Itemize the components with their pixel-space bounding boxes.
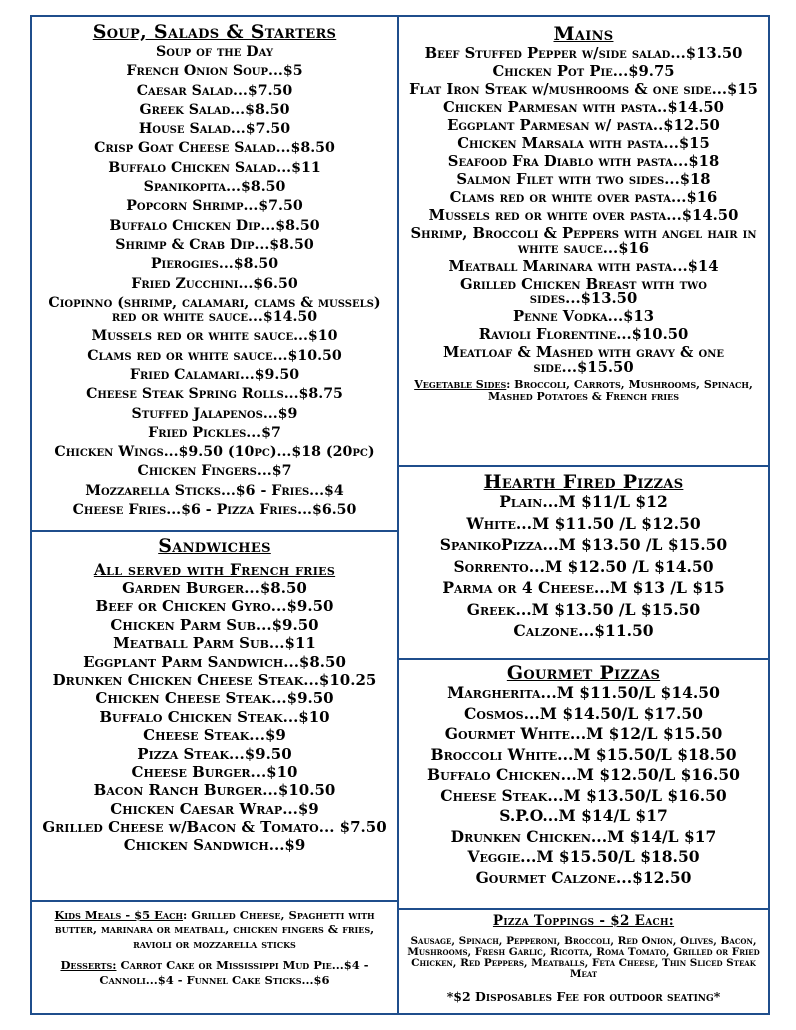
hearth-pizza-item: Calzone...$11.50	[513, 621, 654, 640]
starter-item: Fried Zucchini...$6.50	[131, 275, 298, 292]
kids-meals	[40, 908, 389, 951]
sandwich-item: Chicken Caesar Wrap...$9	[110, 799, 319, 818]
starter-item: Shrimp & Crab Dip...$8.50	[115, 236, 314, 253]
gourmet-pizza-item: Gourmet White...M $12/L $15.50	[444, 724, 723, 743]
sandwich-item: Meatball Parm Sub...$11	[113, 634, 316, 653]
gourmet-pizza-item: Veggie...M $15.50/L $18.50	[467, 847, 700, 866]
hearth-pizzas-section	[397, 465, 770, 660]
hearth-pizza-item: Sorrento...M $12.50 /L $14.50	[453, 556, 714, 576]
toppings-list: Sausage, Spinach, Pepperoni, Broccoli, Red Onion, Olives, Bacon, Mushrooms, Fresh Garlic, Ricotta, Roma Tomato, Grilled or Fried Chicken, Red Peppers, Meatballs, Feta Cheese, Thin Sliced Steak Meat	[407, 935, 760, 981]
sandwich-item: Garden Burger...$8.50	[122, 579, 307, 597]
main-item: Beef Stuffed Pepper w/side salad...$13.50	[424, 45, 743, 62]
starters-section	[30, 15, 399, 532]
starter-item: Chicken Fingers...$7	[137, 463, 292, 480]
disposables-fee: *$2 Disposables Fee for outdoor seating*	[446, 989, 721, 1005]
sandwich-item: Beef or Chicken Gyro...$9.50	[95, 597, 334, 616]
vegetable-sides-label: Vegetable Sides	[414, 378, 507, 392]
gourmet-pizza-item: Cosmos...M $14.50/L $17.50	[464, 703, 703, 723]
sandwich-item: Cheese Burger...$10	[131, 762, 298, 781]
main-item: Penne Vodka...$13	[512, 308, 655, 326]
main-item: Ravioli Florentine...$10.50	[478, 326, 689, 344]
mains-title: Mains	[553, 23, 614, 45]
starter-item: Ciopinno (shrimp, calamari, clams & mussels) red or white sauce...$14.50	[48, 294, 381, 326]
starter-item: Pierogies...$8.50	[150, 256, 279, 273]
gourmet-pizzas-section	[397, 658, 770, 910]
hearth-pizza-item: Parma or 4 Cheese...M $13 /L $15	[442, 578, 725, 597]
starters-list	[32, 45, 397, 517]
sandwich-item: Chicken Parm Sub...$9.50	[110, 615, 319, 634]
gourmet-pizza-item: Cheese Steak...M $13.50/L $16.50	[440, 785, 727, 805]
gourmet-pizza-item: Drunken Chicken...M $14/L $17	[450, 826, 717, 846]
starter-item: Buffalo Chicken Salad...$11	[108, 159, 321, 176]
starter-item: French Onion Soup...$5	[126, 63, 303, 80]
vegetable-sides	[407, 379, 760, 402]
starter-item: Fried Calamari...$9.50	[129, 366, 300, 383]
main-item: Salmon Filet with two sides...$18	[456, 170, 711, 188]
gourmet-pizza-item: S.P.O...M $14/L $17	[499, 806, 668, 825]
sandwiches-list	[32, 581, 397, 853]
main-item: Shrimp, Broccoli & Peppers with angel hair in white sauce...$16	[410, 224, 757, 257]
starter-item: Mozzarella Sticks...$6 - Fries...$4	[85, 482, 344, 499]
main-item: Clams red or white over pasta...$16	[449, 188, 718, 206]
toppings-title: Pizza Toppings - $2 Each:	[492, 913, 675, 929]
toppings-section	[397, 908, 770, 1015]
main-item: Chicken Pot Pie...$9.75	[492, 62, 675, 80]
main-item: Chicken Marsala with pasta...$15	[457, 134, 710, 152]
sandwiches-subtitle: All served with French fries	[93, 560, 336, 579]
kids-desserts-section	[30, 900, 399, 1015]
desserts-label: Desserts:	[60, 958, 117, 973]
main-item: Flat Iron Steak w/mushrooms & one side...$15	[409, 80, 758, 98]
sandwich-item: Chicken Sandwich...$9	[123, 836, 306, 855]
sandwich-item: Chicken Cheese Steak...$9.50	[95, 689, 334, 708]
starter-item: Mussels red or white sauce...$10	[91, 328, 338, 345]
kids-meals-label: Kids Meals - $5 Each	[54, 908, 183, 922]
main-item: Meatloaf & Mashed with gravy & one side...$15.50	[442, 344, 725, 377]
starter-item: Spanikopita...$8.50	[143, 179, 286, 196]
gourmet-pizzas-list	[399, 685, 768, 885]
starter-item: Stuffed Jalapenos...$9	[131, 405, 298, 422]
starter-item: Popcorn Shrimp...$7.50	[126, 198, 303, 215]
hearth-pizza-item: Greek...M $13.50 /L $15.50	[466, 599, 701, 619]
vegetable-sides-text: : Broccoli, Carrots, Mushrooms, Spinach, Mashed Potatoes & French fries	[487, 378, 753, 403]
starter-item: Fried Pickles...$7	[148, 424, 281, 441]
main-item: Chicken Parmesan with pasta..$14.50	[443, 98, 724, 116]
hearth-pizza-item: White...M $11.50 /L $12.50	[466, 513, 701, 533]
starter-item: Buffalo Chicken Dip...$8.50	[109, 217, 320, 234]
gourmet-pizza-item: Broccoli White...M $15.50/L $18.50	[430, 744, 737, 764]
sandwiches-section	[30, 530, 399, 902]
gourmet-pizza-item: Margherita...M $11.50/L $14.50	[447, 683, 720, 702]
gourmet-pizzas-title: Gourmet Pizzas	[506, 662, 661, 684]
starter-item: Soup of the Day	[155, 44, 274, 60]
gourmet-pizza-item: Buffalo Chicken...M $12.50/L $16.50	[427, 765, 740, 784]
desserts	[40, 958, 389, 987]
hearth-pizza-item: SpanikoPizza...M $13.50 /L $15.50	[439, 535, 728, 554]
hearth-pizzas-list	[399, 494, 768, 639]
main-item: Grilled Chicken Breast with two sides...$13.50	[460, 275, 707, 308]
mains-section	[397, 15, 770, 467]
sandwiches-title: Sandwiches	[158, 535, 271, 557]
main-item: Eggplant Parmesan w/ pasta..$12.50	[447, 116, 720, 134]
mains-list	[399, 47, 768, 376]
desserts-text: Carrot Cake or Mississippi Mud Pie...$4 - Cannoli...$4 - Funnel Cake Sticks...$6	[99, 958, 369, 987]
hearth-pizzas-title: Hearth Fired Pizzas	[483, 471, 684, 493]
main-item: Mussels red or white over pasta...$14.50	[428, 206, 739, 224]
starter-item: Clams red or white sauce...$10.50	[87, 347, 342, 364]
kids-meals-text: : Grilled Cheese, Spaghetti with butter, marinara or meatball, chicken fingers & fries, ravioli or mozzarella sticks	[54, 908, 375, 951]
starter-item: Chicken Wings...$9.50 (10pc)...$18 (20pc)	[54, 444, 375, 461]
starter-item: Caesar Salad...$7.50	[136, 82, 293, 99]
sandwich-item: Pizza Steak...$9.50	[137, 744, 292, 763]
sandwich-item: Eggplant Parm Sandwich...$8.50	[83, 652, 346, 671]
starters-title: Soup, Salads & Starters	[92, 21, 337, 43]
starter-item: House Salad...$7.50	[138, 121, 291, 138]
hearth-pizza-item: Plain...M $11/L $12	[499, 492, 668, 511]
starter-item: Cheese Fries...$6 - Pizza Fries...$6.50	[72, 502, 357, 519]
starter-item: Cheese Steak Spring Rolls...$8.75	[86, 386, 343, 403]
gourmet-pizza-item: Gourmet Calzone...$12.50	[475, 867, 692, 887]
sandwich-item: Drunken Chicken Cheese Steak...$10.25	[52, 670, 377, 689]
main-item: Seafood Fra Diablo with pasta...$18	[447, 152, 720, 170]
sandwich-item: Grilled Cheese w/Bacon & Tomato... $7.50	[42, 818, 387, 837]
main-item: Meatball Marinara with pasta...$14	[448, 257, 719, 275]
sandwich-item: Bacon Ranch Burger...$10.50	[93, 781, 336, 800]
starter-item: Greek Salad...$8.50	[139, 101, 290, 118]
starter-item: Crisp Goat Cheese Salad...$8.50	[94, 140, 335, 157]
sandwich-item: Buffalo Chicken Steak...$10	[99, 707, 330, 726]
sandwich-item: Cheese Steak...$9	[143, 726, 286, 745]
